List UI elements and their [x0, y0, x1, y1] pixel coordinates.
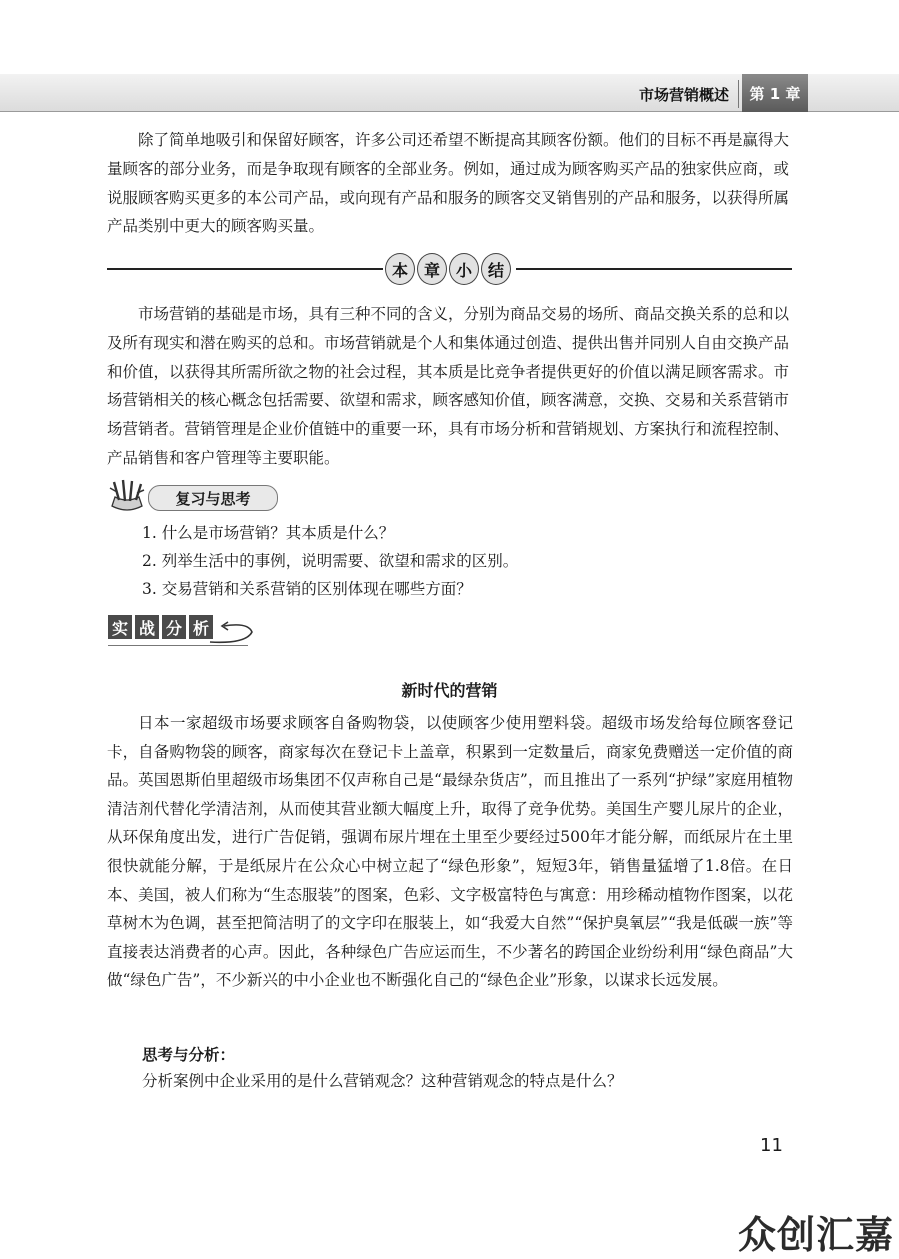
header-title: 市场营销概述	[638, 86, 729, 104]
intro-paragraph: 除了简单地吸引和保留好顾客，许多公司还希望不断提高其顾客份额。他们的目标不再是赢得大量顾客的部分业务，而是争取现有顾客的全部业务。例如，通过成为顾客购买产品的独家供应商，或说服顾客购买更多的本公司产品，或向现有产品和服务的顾客交叉销售别的产品和服务，以获得所属产品类别中更大的顾客购买量。	[107, 131, 790, 236]
case-title: 新时代的营销	[401, 681, 498, 700]
swoosh-arrow-icon	[206, 614, 256, 648]
pencils-icon	[108, 478, 146, 514]
case-paragraph: 日本一家超级市场要求顾客自备购物袋，以使顾客少使用塑料袋。超级市场发给每位顾客登记卡，自备购物袋的顾客，商家每次在登记卡上盖章，积累到一定数量后，商家免费赠送一定价值的商品。英国恩斯伯里超级市场集团不仅声称自己是“最绿杂货店”，而且推出了一系列“护绿”家庭用植物清洁剂代替化学清洁剂，从而使其营业额大幅度上升，取得了竞争优势。美国生产婴儿尿片的企业，从环保角度出发，进行广告促销，强调布尿片埋在土里至少要经过500年才能分解，而纸尿片在土里很快就能分解，于是纸尿片在公众心中树立起了“绿色形象”，短短3年，销售量猛增了1.8倍。在日本、美国，被人们称为“生态服装”的图案，色彩、文字极富特色与寓意：用珍稀动植物作图案，以花草树木为色调，甚至把简洁明了的文字印在服装上，如“我爱大自然”“保护臭氧层”“我是低碳一族”等直接表达消费者的心声。因此，各种绿色广告应运而生，不少著名的跨国企业纷纷利用“绿色商品”大做“绿色广告”，不少新兴的中小企业也不断强化自己的“绿色企业”形象，以谋求长远发展。	[107, 714, 793, 990]
summary-paragraph: 市场营销的基础是市场，具有三种不同的含义，分别为商品交易的场所、商品交换关系的总和以及所有现实和潜在购买的总和。市场营销就是个人和集体通过创造、提供出售并同别人自由交换产品和价值，以获得其所需所欲之物的社会过程，其本质是比竞争者提供更好的价值以满足顾客需求。市场营销相关的核心概念包括需要、欲望和需求，顾客感知价值，顾客满意，交换、交易和关系营销市场营销者。营销管理是企业价值链中的重要一环，具有市场分析和营销规划、方案执行和流程控制、产品销售和客户管理等主要职能。	[107, 305, 790, 467]
page-number: 11	[760, 1135, 783, 1156]
chapter-tag: 第 1 章	[742, 74, 808, 112]
summary-banner-line-left	[107, 268, 383, 270]
summary-banner-char: 章	[417, 253, 447, 285]
think-question: 分析案例中企业采用的是什么营销观念？这种营销观念的特点是什么？	[142, 1072, 623, 1090]
summary-banner-char: 小	[449, 253, 479, 285]
review-title: 复习与思考	[148, 485, 278, 511]
review-question: 1. 什么是市场营销？其本质是什么？	[142, 524, 395, 542]
practice-underline	[108, 645, 248, 646]
summary-banner-line-right	[516, 268, 792, 270]
practice-banner-char: 战	[135, 615, 159, 639]
summary-banner-char: 本	[385, 253, 415, 285]
review-question: 2. 列举生活中的事例，说明需要、欲望和需求的区别。	[142, 552, 519, 570]
practice-banner-char: 析	[189, 615, 213, 639]
watermark-logo: 众创汇嘉	[738, 1213, 895, 1257]
review-question: 3. 交易营销和关系营销的区别体现在哪些方面？	[142, 580, 472, 598]
summary-banner-char: 结	[481, 253, 511, 285]
practice-banner-char: 实	[108, 615, 132, 639]
header-divider	[738, 80, 739, 108]
practice-banner-char: 分	[162, 615, 186, 639]
think-label: 思考与分析：	[142, 1046, 236, 1064]
